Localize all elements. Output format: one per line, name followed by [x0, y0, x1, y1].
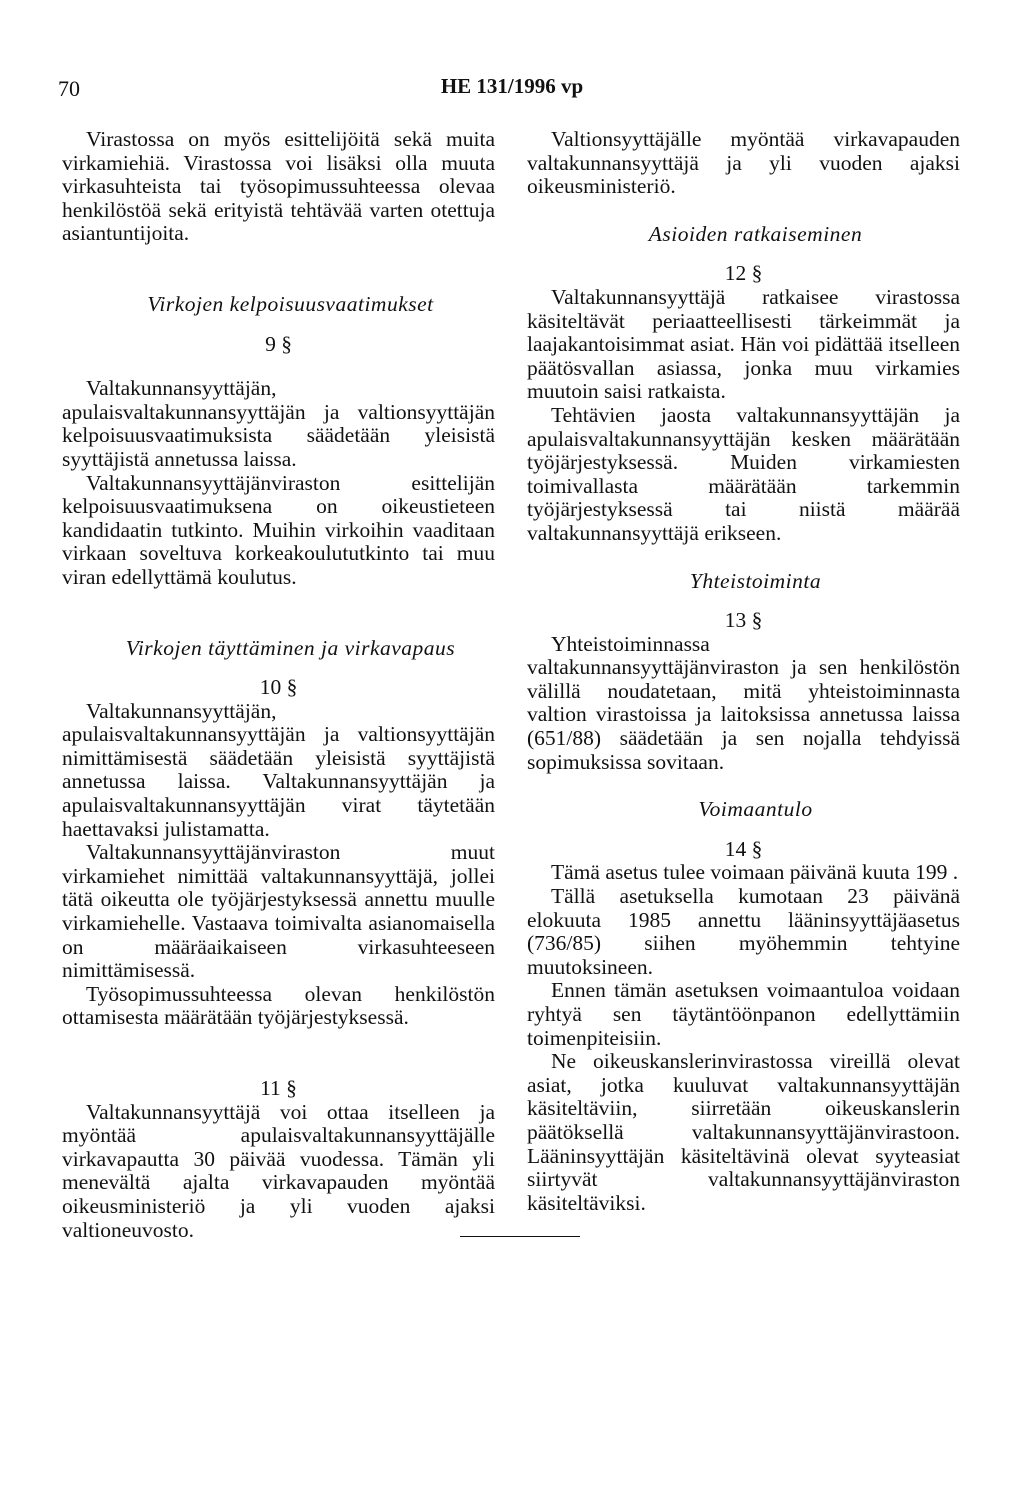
- running-header: HE 131/1996 vp: [440, 74, 584, 98]
- end-rule: [460, 1236, 580, 1237]
- paragraph-10-1: Valtakunnansyyttäjän, apulaisvaltakunnansyyttäjän ja valtionsyyttäjän nimittämisestä säädetään yleisistä syyttäjistä annetussa laissa. Valtakunnansyyttäjän ja apulaisvaltakunnansyyttäjän virat täytetään haettavaksi julistamatta.: [62, 698, 495, 841]
- paragraph-9-1: Valtakunnansyyttäjän, apulaisvaltakunnansyyttäjän ja valtionsyyttäjän kelpoisuusvaatimuksista säädetään yleisistä syyttäjistä annetussa laissa.: [62, 376, 495, 471]
- heading-virkojen-kelpoisuusvaatimukset: Virkojen kelpoisuusvaatimukset: [147, 291, 434, 316]
- section-12: 12 §: [724, 261, 763, 286]
- paragraph-14-1: Tämä asetus tulee voimaan päivänä kuuta 199 .: [551, 860, 959, 885]
- heading-asioiden-ratkaiseminen: Asioiden ratkaiseminen: [648, 221, 863, 246]
- section-13: 13 §: [724, 608, 763, 633]
- heading-virkojen-tayttaminen: Virkojen täyttäminen ja virkavapaus: [125, 635, 456, 660]
- section-9: 9 §: [265, 331, 292, 356]
- paragraph-10-3: Työsopimussuhteessa olevan henkilöstön ottamisesta määrätään työjärjestyksessä.: [62, 981, 495, 1030]
- paragraph-14-2: Tällä asetuksella kumotaan 23 päivänä elokuuta 1985 annettu lääninsyyttäjäasetus (736/85) siihen myöhemmin tehtyine muutoksineen.: [527, 884, 960, 979]
- paragraph-9-2: Valtakunnansyyttäjänviraston esittelijän kelpoisuusvaatimuksena on oikeustieteen kandidaatin tutkinto. Muihin virkoihin vaaditaan virkaan soveltuva korkeakoulututkinto tai muu viran edellyttämä koulutus.: [62, 470, 495, 589]
- paragraph-10-2: Valtakunnansyyttäjänviraston muut virkamiehet nimittää valtakunnansyyttäjä, jollei tätä oikeutta ole työjärjestyksessä annettu muulle virkamiehelle. Vastaava toimivalta asianomaisella on määräaikaiseen virkasuhteeseen nimittämisessä.: [62, 840, 495, 983]
- section-10: 10 §: [259, 675, 298, 700]
- section-11: 11 §: [260, 1076, 297, 1100]
- page-number: 70: [58, 76, 80, 101]
- paragraph-intro: Virastossa on myös esittelijöitä sekä muita virkamiehiä. Virastossa voi lisäksi olla muuta virkasuhteista tai työsopimussuhteessa olevaa henkilöstöä sekä erityistä tehtävää varten otettuja asiantuntijoita.: [62, 127, 495, 246]
- right-column: [527, 128, 960, 1215]
- paragraph-12-2: Tehtävien jaosta valtakunnansyyttäjän ja apulaisvaltakunnansyyttäjän kesken määrätään työjärjestyksessä. Muiden virkamiesten toimivallasta määrätään tarkemmin työjärjestyksessä tai niistä määrää valtakunnansyyttäjä erikseen.: [527, 402, 960, 545]
- left-column: [62, 128, 495, 1242]
- paragraph-14-4: Ne oikeuskanslerinvirastossa vireillä olevat asiat, jotka kuuluvat valtakunnansyyttäjän käsiteltäviin, siirretään oikeuskanslerin päätöksellä valtakunnansyyttäjänvirastoon. Lääninsyyttäjän käsiteltävinä olevat syyteasiat siirtyvät valtakunnansyyttäjänviraston käsiteltäviksi.: [527, 1049, 960, 1215]
- paragraph-11-1: Valtakunnansyyttäjä voi ottaa itselleen ja myöntää apulaisvaltakunnansyyttäjälle virkavapautta 30 päivää vuodessa. Tämän yli menevältä ajalta virkavapauden myöntää oikeusministeriö ja yli vuoden ajaksi valtioneuvosto.: [62, 1099, 495, 1242]
- paragraph-14-3: Ennen tämän asetuksen voimaantuloa voidaan ryhtyä sen täytäntöönpanon edellyttämiin toimenpiteisiin.: [527, 978, 960, 1050]
- heading-yhteistoiminta: Yhteistoiminta: [689, 568, 822, 593]
- paragraph-13-1: Yhteistoiminnassa valtakunnansyyttäjänviraston ja sen henkilöstön välillä noudatetaan, mitä yhteistoiminnasta valtion virastoissa ja laitoksissa annetussa laissa (651/88) säädetään ja sen nojalla tehdyissä sopimuksissa sovitaan.: [527, 631, 960, 774]
- paragraph-11-2: Valtionsyyttäjälle myöntää virkavapauden valtakunnansyyttäjä ja yli vuoden ajaksi oikeusministeriö.: [527, 127, 960, 199]
- paragraph-12-1: Valtakunnansyyttäjä ratkaisee virastossa käsiteltävät periaatteellisesti tärkeimmät ja laajakantoisimmat asiat. Hän voi pidättää itselleen päätösvallan asiassa, jonka muu virkamies muutoin saisi ratkaista.: [527, 284, 960, 404]
- heading-voimaantulo: Voimaantulo: [698, 797, 813, 822]
- section-14: 14 §: [724, 836, 763, 861]
